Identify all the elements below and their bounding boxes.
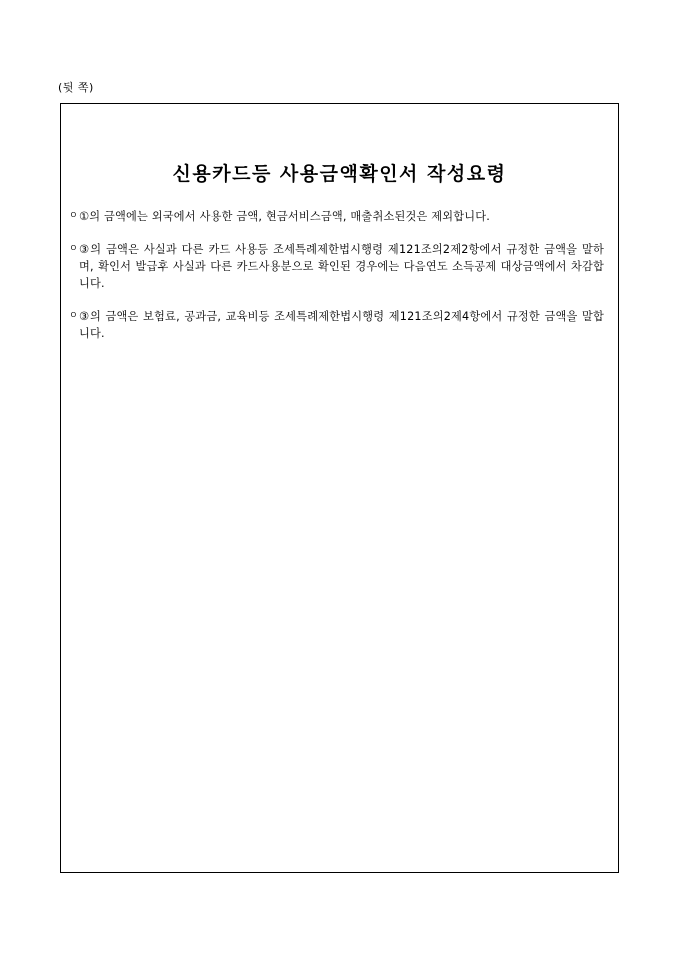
- instruction-text: ③의 금액은 보험료, 공과금, 교육비등 조세특례제한법시행령 제121조의2제4항에서 규정한 금액을 말합니다.: [79, 310, 604, 340]
- bullet-icon: ㅇ: [69, 311, 78, 321]
- instruction-item: [69, 308, 604, 342]
- instruction-text: ③의 금액은 사실과 다른 카드 사용등 조세특례제한법시행령 제121조의2제2항에서 규정한 금액을 말하며, 확인서 발급후 사실과 다른 카드사용분으로 확인된 경우에는 다음연도 소득공제 대상금액에서 차감합니다.: [79, 243, 604, 290]
- bullet-icon: ㅇ: [69, 211, 78, 221]
- instruction-text: ①의 금액에는 외국에서 사용한 금액, 현금서비스금액, 매출취소된것은 제외합니다.: [79, 210, 491, 223]
- instruction-item: [69, 241, 604, 292]
- instruction-item: [69, 208, 604, 225]
- bullet-icon: ㅇ: [69, 244, 78, 254]
- document-frame: [60, 103, 619, 873]
- instruction-list: [69, 208, 604, 358]
- page-side-label: (뒷 쪽): [58, 81, 94, 94]
- document-title: 신용카드등 사용금액확인서 작성요령: [172, 163, 507, 185]
